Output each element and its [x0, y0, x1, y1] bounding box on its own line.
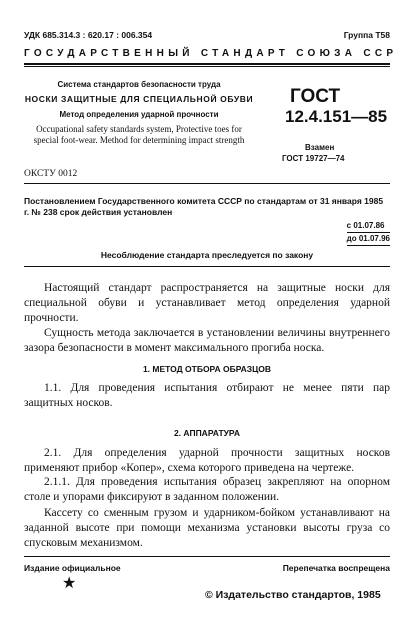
- group-code: Группа Т58: [343, 30, 390, 40]
- validity-dates: [347, 220, 390, 246]
- document-title: НОСКИ ЗАЩИТНЫЕ ДЛЯ СПЕЦИАЛЬНОЙ ОБУВИ: [24, 94, 254, 104]
- law-notice: Несоблюдение стандарта преследуется по закону: [100, 250, 314, 260]
- section-2-title: 2. АППАРАТУРА: [173, 428, 240, 438]
- english-title: Occupational safety standards system, Protective toes for special foot-wear. Method for determining impact strength: [33, 124, 245, 145]
- essence-paragraph: Сущность метода заключается в установлении величины внутреннего зазора безопасности в момент максимального прогиба носка.: [24, 327, 390, 354]
- okstu-code: ОКСТУ 0012: [24, 169, 78, 179]
- notice-rule: [24, 266, 390, 267]
- paragraph-cassette: Кассету со сменным грузом и ударником-бойком устанавливают на заданной высоте при помощи механизма установки высоты груза со спусковым механизмом.: [24, 507, 390, 549]
- star-icon: ★: [62, 575, 77, 592]
- replace-value: ГОСТ 19727—74: [282, 154, 345, 163]
- footer-rule: [24, 556, 390, 557]
- paragraph-2-1-1: 2.1.1. Для проведения испытания образец закрепляют на опорном столе и упорами фиксируют в заданном положении.: [24, 476, 390, 503]
- method-title: Метод определения ударной прочности: [59, 110, 219, 119]
- top-rule-thin: [24, 66, 390, 67]
- udk-code: УДК 685.314.3 : 620.17 : 006.354: [24, 30, 153, 40]
- gost-label: ГОСТ: [290, 86, 341, 107]
- date-from: с 01.07.86: [347, 220, 390, 233]
- middle-rule: [24, 183, 390, 184]
- banner-title: ГОСУДАРСТВЕННЫЙ СТАНДАРТ СОЮЗА ССР: [24, 48, 398, 59]
- reprint-prohibited: Перепечатка воспрещена: [282, 563, 390, 573]
- system-name: Система стандартов безопасности труда: [57, 80, 221, 89]
- paragraph-2-1: 2.1. Для определения ударной прочности защитных носков применяют прибор «Копер», схема которого приведена на чертеже.: [24, 447, 390, 474]
- intro-paragraph: Настоящий стандарт распространяется на защитные носки для специальной обуви и устанавливает метод определения ударной прочности.: [24, 282, 390, 324]
- paragraph-1-1: 1.1. Для проведения испытания отбирают не менее пяти пар защитных носков.: [24, 382, 390, 409]
- top-rule: [24, 63, 390, 65]
- decree-text: Постановлением Государственного комитета СССР по стандартам от 31 января 1985 г. № 238 срок действия установлен: [24, 196, 384, 217]
- copyright: © Издательство стандартов, 1985: [205, 589, 381, 601]
- gost-number: 12.4.151—85: [285, 107, 388, 126]
- official-edition: Издание официальное: [24, 563, 121, 573]
- section-1-title: 1. МЕТОД ОТБОРА ОБРАЗЦОВ: [142, 364, 272, 374]
- replace-label: Взамен: [305, 143, 335, 152]
- date-to: до 01.07.96: [347, 233, 390, 246]
